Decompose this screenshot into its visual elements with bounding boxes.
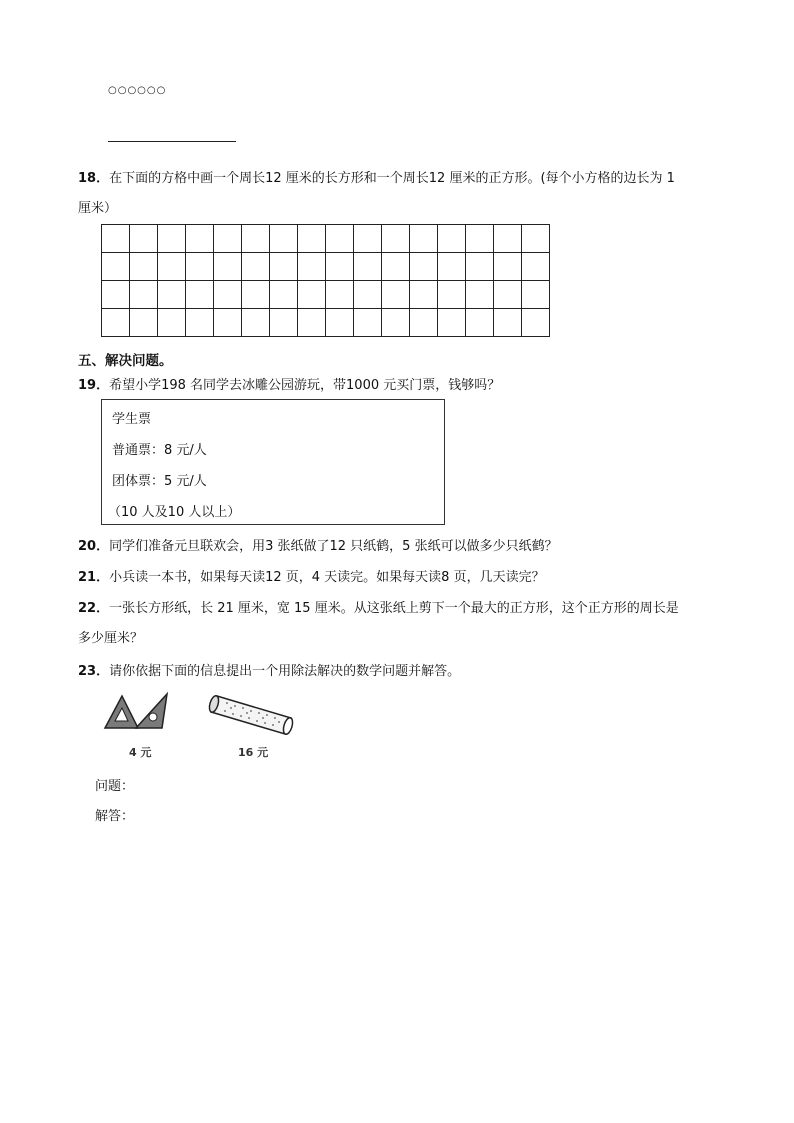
grid-cell[interactable]: [186, 253, 214, 281]
grid-cell[interactable]: [522, 225, 550, 253]
grid-row: [102, 253, 550, 281]
grid-cell[interactable]: [242, 281, 270, 309]
q23-number: 23．: [78, 664, 110, 679]
answer-label: 解答：: [95, 809, 135, 824]
grid-cell[interactable]: [438, 225, 466, 253]
grid-cell[interactable]: [102, 309, 130, 337]
pencil-case-tube-icon: [207, 688, 302, 740]
grid-cell[interactable]: [354, 281, 382, 309]
grid-cell[interactable]: [186, 309, 214, 337]
q18-text: 在下面的方格中画一个周长12 厘米的长方形和一个周长12 厘米的正方形。(每个小方格的边长为 1: [109, 171, 675, 186]
grid-cell[interactable]: [102, 253, 130, 281]
grid-cell[interactable]: [466, 309, 494, 337]
grid-cell[interactable]: [494, 253, 522, 281]
grid-cell[interactable]: [438, 309, 466, 337]
grid-cell[interactable]: [214, 309, 242, 337]
grid-cell[interactable]: [354, 253, 382, 281]
question-label: 问题：: [95, 779, 135, 794]
grid-cell[interactable]: [298, 281, 326, 309]
grid-cell[interactable]: [242, 253, 270, 281]
section-title: 五、解决问题。: [78, 353, 173, 369]
grid-cell[interactable]: [438, 253, 466, 281]
grid-cell[interactable]: [186, 225, 214, 253]
grid-cell[interactable]: [466, 281, 494, 309]
price-pencil-case: 16 元: [238, 746, 269, 759]
grid-cell[interactable]: [298, 253, 326, 281]
grid-cell[interactable]: [102, 281, 130, 309]
decorative-circles: ○○○○○○: [108, 85, 167, 96]
grid-cell[interactable]: [354, 309, 382, 337]
q19-number: 19．: [78, 378, 110, 393]
grid-cell[interactable]: [382, 225, 410, 253]
grid-cell[interactable]: [326, 281, 354, 309]
grid-cell[interactable]: [242, 225, 270, 253]
grid-cell[interactable]: [326, 225, 354, 253]
grid-cell[interactable]: [186, 281, 214, 309]
grid-cell[interactable]: [158, 253, 186, 281]
grid-cell[interactable]: [382, 281, 410, 309]
grid-cell[interactable]: [326, 253, 354, 281]
q22-number: 22．: [78, 601, 110, 616]
q21-number: 21．: [78, 570, 110, 585]
ticket-regular: 普通票：8 元/人: [112, 443, 207, 458]
q21-line: [78, 566, 545, 585]
q20-line: [78, 535, 558, 554]
grid-cell[interactable]: [130, 281, 158, 309]
drawing-grid[interactable]: [101, 224, 550, 337]
q18-number: 18．: [78, 171, 110, 186]
q22-text: 一张长方形纸，长 21 厘米，宽 15 厘米。从这张纸上剪下一个最大的正方形，这个正方形的周长是: [109, 601, 679, 616]
price-ruler: 4 元: [129, 746, 152, 759]
grid-cell[interactable]: [242, 309, 270, 337]
q23-text: 请你依据下面的信息提出一个用除法解决的数学问题并解答。: [109, 664, 461, 679]
grid-cell[interactable]: [130, 309, 158, 337]
grid-cell[interactable]: [410, 281, 438, 309]
grid-cell[interactable]: [382, 309, 410, 337]
grid-cell[interactable]: [354, 225, 382, 253]
grid-cell[interactable]: [410, 253, 438, 281]
grid-cell[interactable]: [522, 281, 550, 309]
grid-cell[interactable]: [158, 281, 186, 309]
grid-cell[interactable]: [298, 225, 326, 253]
grid-cell[interactable]: [214, 225, 242, 253]
q21-text: 小兵读一本书，如果每天读12 页，4 天读完。如果每天读8 页，几天读完？: [109, 570, 545, 585]
grid-row: [102, 225, 550, 253]
grid-cell[interactable]: [326, 309, 354, 337]
q19-line: [78, 374, 500, 393]
grid-cell[interactable]: [410, 225, 438, 253]
q18-line2: 厘米）: [78, 201, 118, 216]
q22-line1: [78, 597, 679, 616]
grid-cell[interactable]: [214, 281, 242, 309]
grid-row: [102, 309, 550, 337]
grid-cell[interactable]: [494, 225, 522, 253]
ticket-title: 学生票: [112, 412, 152, 427]
grid-cell[interactable]: [522, 253, 550, 281]
answer-underline: [108, 141, 236, 142]
q20-text: 同学们准备元旦联欢会，用3 张纸做了12 只纸鹤，5 张纸可以做多少只纸鹤？: [109, 539, 558, 554]
grid-cell[interactable]: [130, 225, 158, 253]
grid-cell[interactable]: [158, 309, 186, 337]
ticket-price-box: [101, 399, 445, 525]
ticket-group: 团体票：5 元/人: [112, 474, 207, 489]
grid-cell[interactable]: [494, 309, 522, 337]
grid-cell[interactable]: [270, 225, 298, 253]
grid-cell[interactable]: [158, 225, 186, 253]
grid-cell[interactable]: [270, 281, 298, 309]
ticket-note: （10 人及10 人以上）: [108, 505, 241, 520]
grid-cell[interactable]: [438, 281, 466, 309]
grid-cell[interactable]: [410, 309, 438, 337]
grid-row: [102, 281, 550, 309]
q19-text: 希望小学198 名同学去冰雕公园游玩，带1000 元买门票，钱够吗？: [109, 378, 501, 393]
grid-cell[interactable]: [382, 253, 410, 281]
grid-cell[interactable]: [214, 253, 242, 281]
grid-cell[interactable]: [270, 253, 298, 281]
grid-cell[interactable]: [270, 309, 298, 337]
grid-cell[interactable]: [494, 281, 522, 309]
grid-cell[interactable]: [130, 253, 158, 281]
grid-cell[interactable]: [466, 253, 494, 281]
triangle-ruler-set-icon: [100, 690, 180, 734]
grid-cell[interactable]: [522, 309, 550, 337]
grid-cell[interactable]: [466, 225, 494, 253]
q22-line2: 多少厘米？: [78, 631, 144, 646]
q20-number: 20．: [78, 539, 110, 554]
q23-line: [78, 660, 460, 679]
grid-cell[interactable]: [298, 309, 326, 337]
q18-line1: [78, 167, 675, 186]
grid-cell[interactable]: [102, 225, 130, 253]
